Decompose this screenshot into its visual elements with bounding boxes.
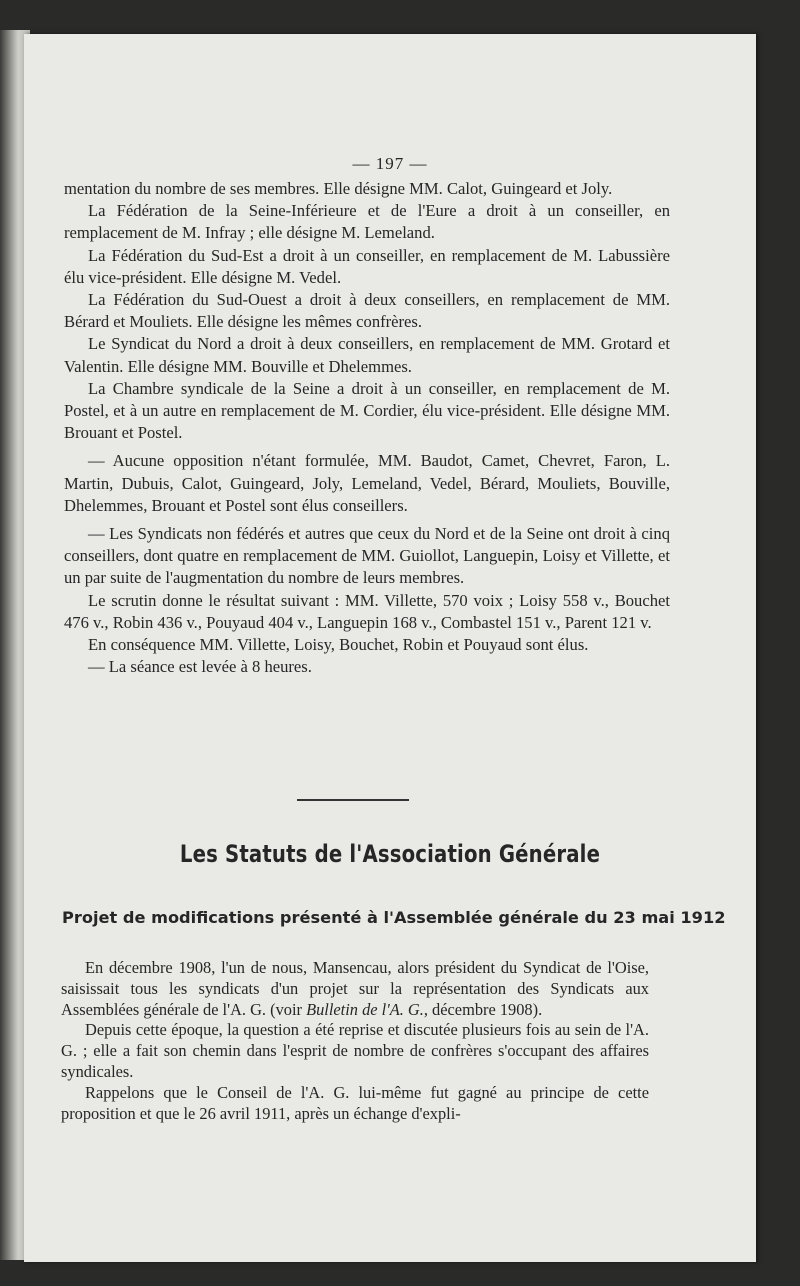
minutes-text (64, 178, 670, 678)
section-subtitle: Projet de modifications présenté à l'Assemblée générale du 23 mai 1912 (62, 908, 726, 927)
paragraph-text: , décembre 1908). (423, 999, 543, 1019)
paragraph: mentation du nombre de ses membres. Elle désigne MM. Calot, Guingeard et Joly. (64, 179, 613, 198)
paragraph: Rappelons que le Conseil de l'A. G. lui-même fut gagné au principe de cette proposition et que le 26 avril 1911, après un échange d'expli- (61, 1082, 649, 1123)
paragraph: — Les Syndicats non fédérés et autres que ceux du Nord et de la Seine ont droit à cinq conseillers, dont quatre en remplacement de MM. Guiollot, Languepin, Loisy et Villette, et un par suite de l'augmentation du nombre de leurs membres. (64, 524, 670, 588)
paragraph: La Fédération de la Seine-Inférieure et de l'Eure a droit à un conseiller, en remplacement de M. Infray ; elle désigne M. Lemeland. (64, 201, 670, 243)
statutes-text (61, 958, 649, 1124)
document-page (24, 34, 756, 1262)
paragraph: Le Syndicat du Nord a droit à deux conseillers, en remplacement de MM. Grotard et Valentin. Elle désigne MM. Bouville et Dhelemmes. (64, 334, 670, 376)
paragraph: — La séance est levée à 8 heures. (88, 657, 312, 677)
paragraph (61, 958, 649, 1020)
bulletin-reference: Bulletin de l'A. G. (306, 999, 424, 1019)
paragraph: Le scrutin donne le résultat suivant : MM. Villette, 570 voix ; Loisy 558 v., Bouchet 476 v., Robin 436 v., Pouyaud 404 v., Languepin 168 v., Combastel 151 v., Parent 121 v. (64, 590, 670, 632)
paragraph: La Fédération du Sud-Ouest a droit à deux conseillers, en remplacement de MM. Bérard et Mouliets. Elle désigne les mêmes confrères. (64, 290, 670, 332)
paragraph: La Chambre syndicale de la Seine a droit à un conseiller, en remplacement de M. Postel, et à un autre en remplacement de M. Cordier, élu vice-président. Elle désigne MM. Brouant et Postel. (64, 378, 670, 443)
section-divider (297, 799, 409, 801)
paragraph: En conséquence MM. Villette, Loisy, Bouchet, Robin et Pouyaud sont élus. (88, 635, 589, 655)
paragraph: La Fédération du Sud-Est a droit à un conseiller, en remplacement de M. Labussière élu vice-président. Elle désigne M. Vedel. (64, 245, 670, 287)
paragraph: — Aucune opposition n'étant formulée, MM. Baudot, Camet, Chevret, Faron, L. Martin, Dubuis, Calot, Guingeard, Joly, Lemeland, Vedel, Bérard, Mouliets, Bouville, Dhelemmes, Brouant et Postel sont élus conseillers. (64, 451, 670, 515)
page-number: — 197 — (352, 154, 428, 173)
section-title: Les Statuts de l'Association Générale (179, 840, 601, 868)
paragraph-text: En décembre 1908, l'un de nous, Mansencau, alors président du Syndicat de l'Oise, saisissait tous les syndicats d'un projet sur la représentation des Syndicats aux Assemblées générale de l'A. G. (voir (61, 958, 649, 1019)
paragraph: Depuis cette époque, la question a été reprise et discutée plusieurs fois au sein de l'A. G. ; elle a fait son chemin dans l'esprit de nombre de confrères s'occupant des affaires syndicales. (61, 1020, 649, 1081)
